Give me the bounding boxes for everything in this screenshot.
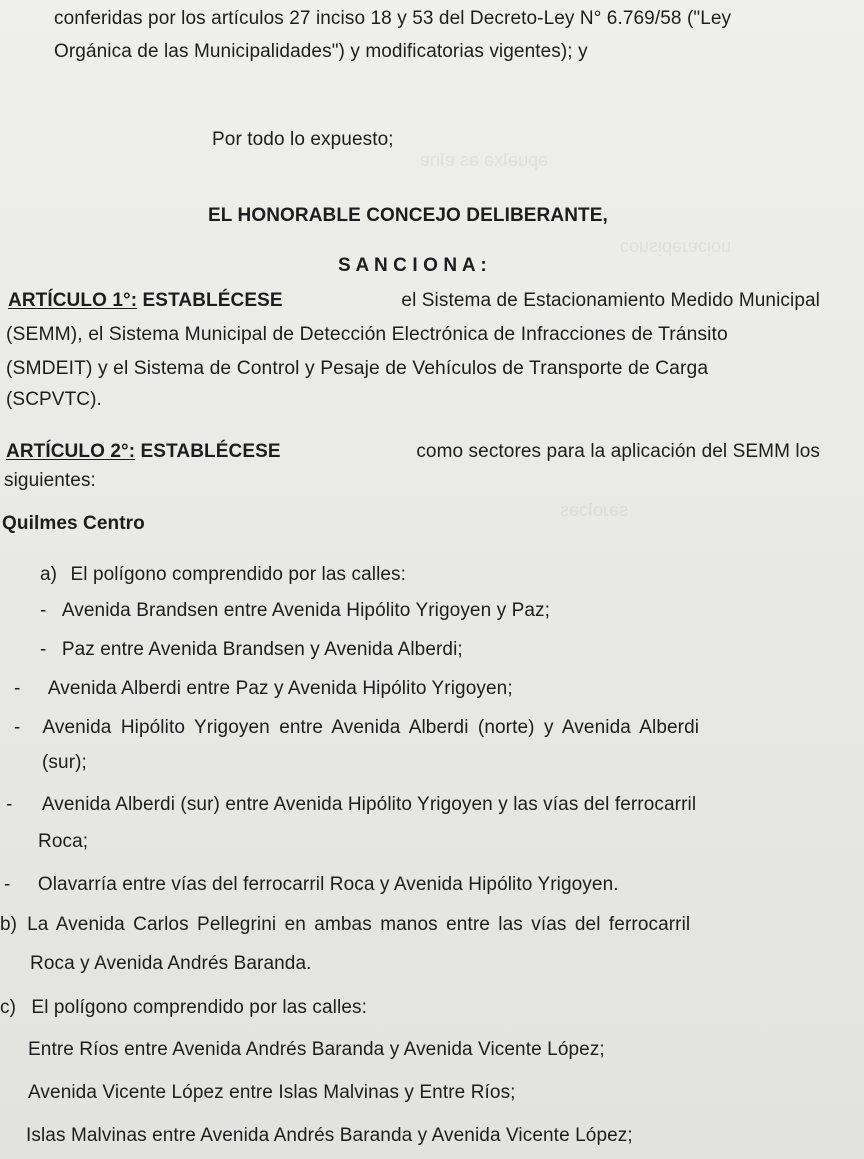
- street-text: Paz entre Avenida Brandsen y Avenida Alberdi;: [61, 639, 463, 660]
- intro-line-1: [54, 7, 786, 31]
- dash-marker: -: [40, 639, 47, 660]
- list-item: [6, 793, 696, 817]
- articulo-2-line-2: siguientes:: [4, 470, 96, 491]
- list-item: [14, 716, 826, 740]
- articulo-1-line-2: (SEMM), el Sistema Municipal de Detección Electrónica de Infracciones de Tránsito: [6, 324, 728, 345]
- honorable-concejo-heading: EL HONORABLE CONCEJO DELIBERANTE,: [208, 205, 608, 226]
- street-continuation: (sur);: [42, 752, 87, 773]
- dash-marker: -: [14, 717, 21, 738]
- dash-marker: -: [4, 874, 11, 895]
- item-b-marker: b): [0, 914, 18, 935]
- street-text: Avenida Brandsen entre Avenida Hipólito Yrigoyen y Paz;: [61, 600, 551, 621]
- street-text: Olavarría entre vías del ferrocarril Roca y Avenida Hipólito Yrigoyen.: [37, 874, 619, 895]
- item-c-marker: c): [0, 997, 17, 1018]
- list-item: [40, 638, 463, 662]
- intro-text-1: conferidas por los artículos 27 inciso 18 y 53 del Decreto-Ley N° 6.769/58 ("Ley: [54, 8, 732, 29]
- street-text: Avenida Hipólito Yrigoyen entre Avenida Alberdi (norte) y Avenida Alberdi: [42, 717, 700, 738]
- item-a-marker: a): [40, 564, 58, 585]
- list-item: [4, 873, 619, 897]
- street-text: Avenida Alberdi entre Paz y Avenida Hipólito Yrigoyen;: [47, 678, 513, 699]
- articulo-1-text-1: el Sistema de Estacionamiento Medido Municipal: [401, 290, 820, 311]
- bleed-through-text: uoᴉɔɐɹǝpᴉsuoɔ: [620, 236, 732, 256]
- list-item: [14, 677, 513, 701]
- street-text-wrapper: [42, 716, 826, 740]
- dash-marker: -: [6, 794, 13, 815]
- sanciona-heading: S A N C I O N A :: [338, 255, 487, 276]
- articulo-1-line-4: (SCPVTC).: [6, 389, 102, 410]
- list-item: Islas Malvinas entre Avenida Andrés Baranda y Avenida Vicente López;: [26, 1125, 633, 1146]
- item-b-line-1: [0, 913, 826, 937]
- articulo-1-keyword: ESTABLÉCESE: [142, 290, 283, 311]
- street-continuation: Roca;: [38, 831, 89, 852]
- articulo-1-line-1: [8, 289, 820, 313]
- articulo-2-line-1: [6, 440, 820, 464]
- item-a-line: [40, 563, 406, 587]
- bleed-through-text: ǝpuǝʇxǝ ǝs ɐʇnɐ: [420, 150, 549, 170]
- street-text: Avenida Alberdi (sur) entre Avenida Hipólito Yrigoyen y las vías del ferrocarril: [41, 794, 697, 815]
- dash-marker: -: [14, 678, 21, 699]
- list-item: Avenida Vicente López entre Islas Malvinas y Entre Ríos;: [28, 1082, 516, 1103]
- item-b-text-1: La Avenida Carlos Pellegrini en ambas manos entre las vías del ferrocarril: [27, 914, 691, 935]
- articulo-2-label: ARTÍCULO 2°:: [6, 441, 136, 462]
- por-todo-line: Por todo lo expuesto;: [212, 129, 394, 150]
- item-c-text: El polígono comprendido por las calles:: [31, 997, 367, 1018]
- list-item: Entre Ríos entre Avenida Andrés Baranda y Avenida Vicente López;: [28, 1039, 605, 1060]
- articulo-2-text-1: como sectores para la aplicación del SEMM los: [416, 441, 820, 462]
- item-b-line-2: Roca y Avenida Andrés Baranda.: [30, 953, 312, 974]
- item-a-text: El polígono comprendido por las calles:: [70, 564, 407, 585]
- articulo-1-line-3: (SMDEIT) y el Sistema de Control y Pesaje de Vehículos de Transporte de Carga: [6, 358, 709, 379]
- dash-marker: -: [40, 600, 47, 621]
- item-c-line: [0, 996, 367, 1020]
- articulo-1-label: ARTÍCULO 1°:: [8, 290, 138, 311]
- bleed-through-text: sǝɹoʇɔǝs: [560, 500, 629, 520]
- articulo-2-keyword: ESTABLÉCESE: [140, 441, 281, 462]
- list-item: [40, 599, 550, 623]
- intro-line-2: Orgánica de las Municipalidades") y modificatorias vigentes); y: [54, 41, 588, 62]
- section-title-quilmes-centro: Quilmes Centro: [2, 513, 145, 534]
